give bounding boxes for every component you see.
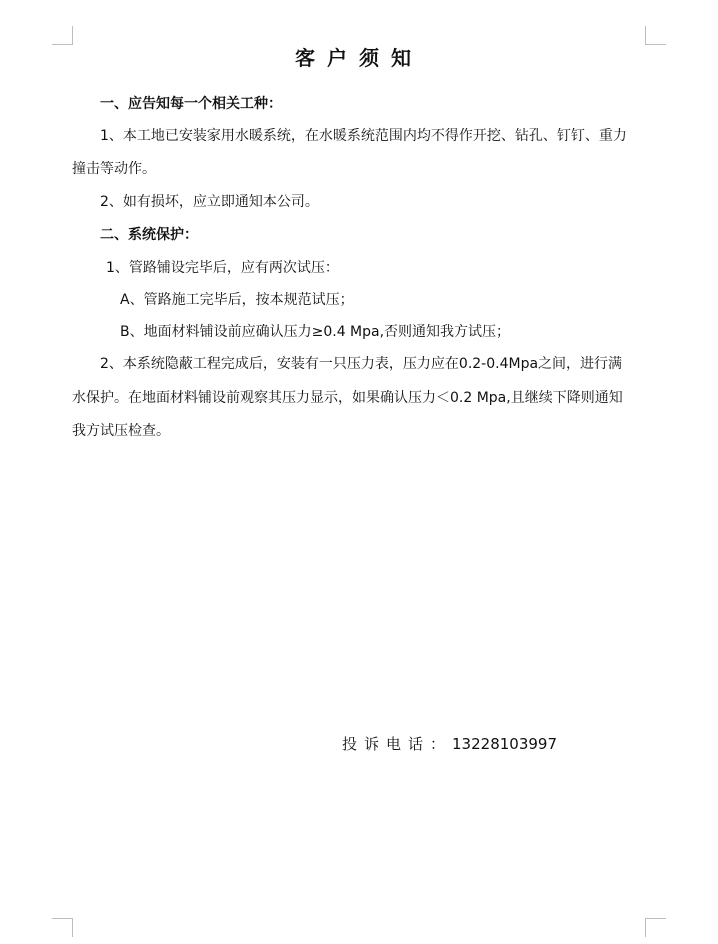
crop-mark-top-left [52, 26, 73, 45]
section-2-heading: 二、系统保护： [100, 227, 198, 243]
section-1-item-2: 2、如有损坏，应立即通知本公司。 [100, 194, 319, 210]
section-1-item-1-line-2: 撞击等动作。 [72, 161, 156, 177]
crop-mark-top-right [645, 26, 666, 45]
section-2-item-2-line-3: 我方试压检查。 [72, 423, 170, 439]
section-2-item-2-line-2: 水保护。在地面材料铺设前观察其压力显示，如果确认压力＜0.2 Mpa,且继续下降则通知 [72, 390, 623, 406]
complaint-phone: 13228103997 [452, 735, 557, 753]
section-1-item-1-line-1: 1、本工地已安装家用水暖系统，在水暖系统范围内均不得作开挖、钻孔、钉钉、重力 [100, 128, 627, 144]
crop-mark-bottom-left [52, 918, 73, 937]
document-title: 客户须知 [295, 46, 423, 70]
section-2-item-1: 1、管路铺设完毕后，应有两次试压： [106, 260, 339, 276]
section-1-heading: 一、应告知每一个相关工种： [100, 96, 282, 112]
section-2-item-2-line-1: 2、本系统隐蔽工程完成后，安装有一只压力表，压力应在0.2-0.4Mpa之间，进行满 [100, 356, 623, 372]
section-2-sub-item-a: A、管路施工完毕后，按本规范试压； [120, 292, 354, 308]
section-2-sub-item-b: B、地面材料铺设前应确认压力≥0.4 Mpa,否则通知我方试压； [120, 324, 511, 340]
complaint-contact [342, 733, 557, 755]
complaint-label: 投诉电话： [342, 735, 453, 753]
crop-mark-bottom-right [645, 918, 666, 937]
